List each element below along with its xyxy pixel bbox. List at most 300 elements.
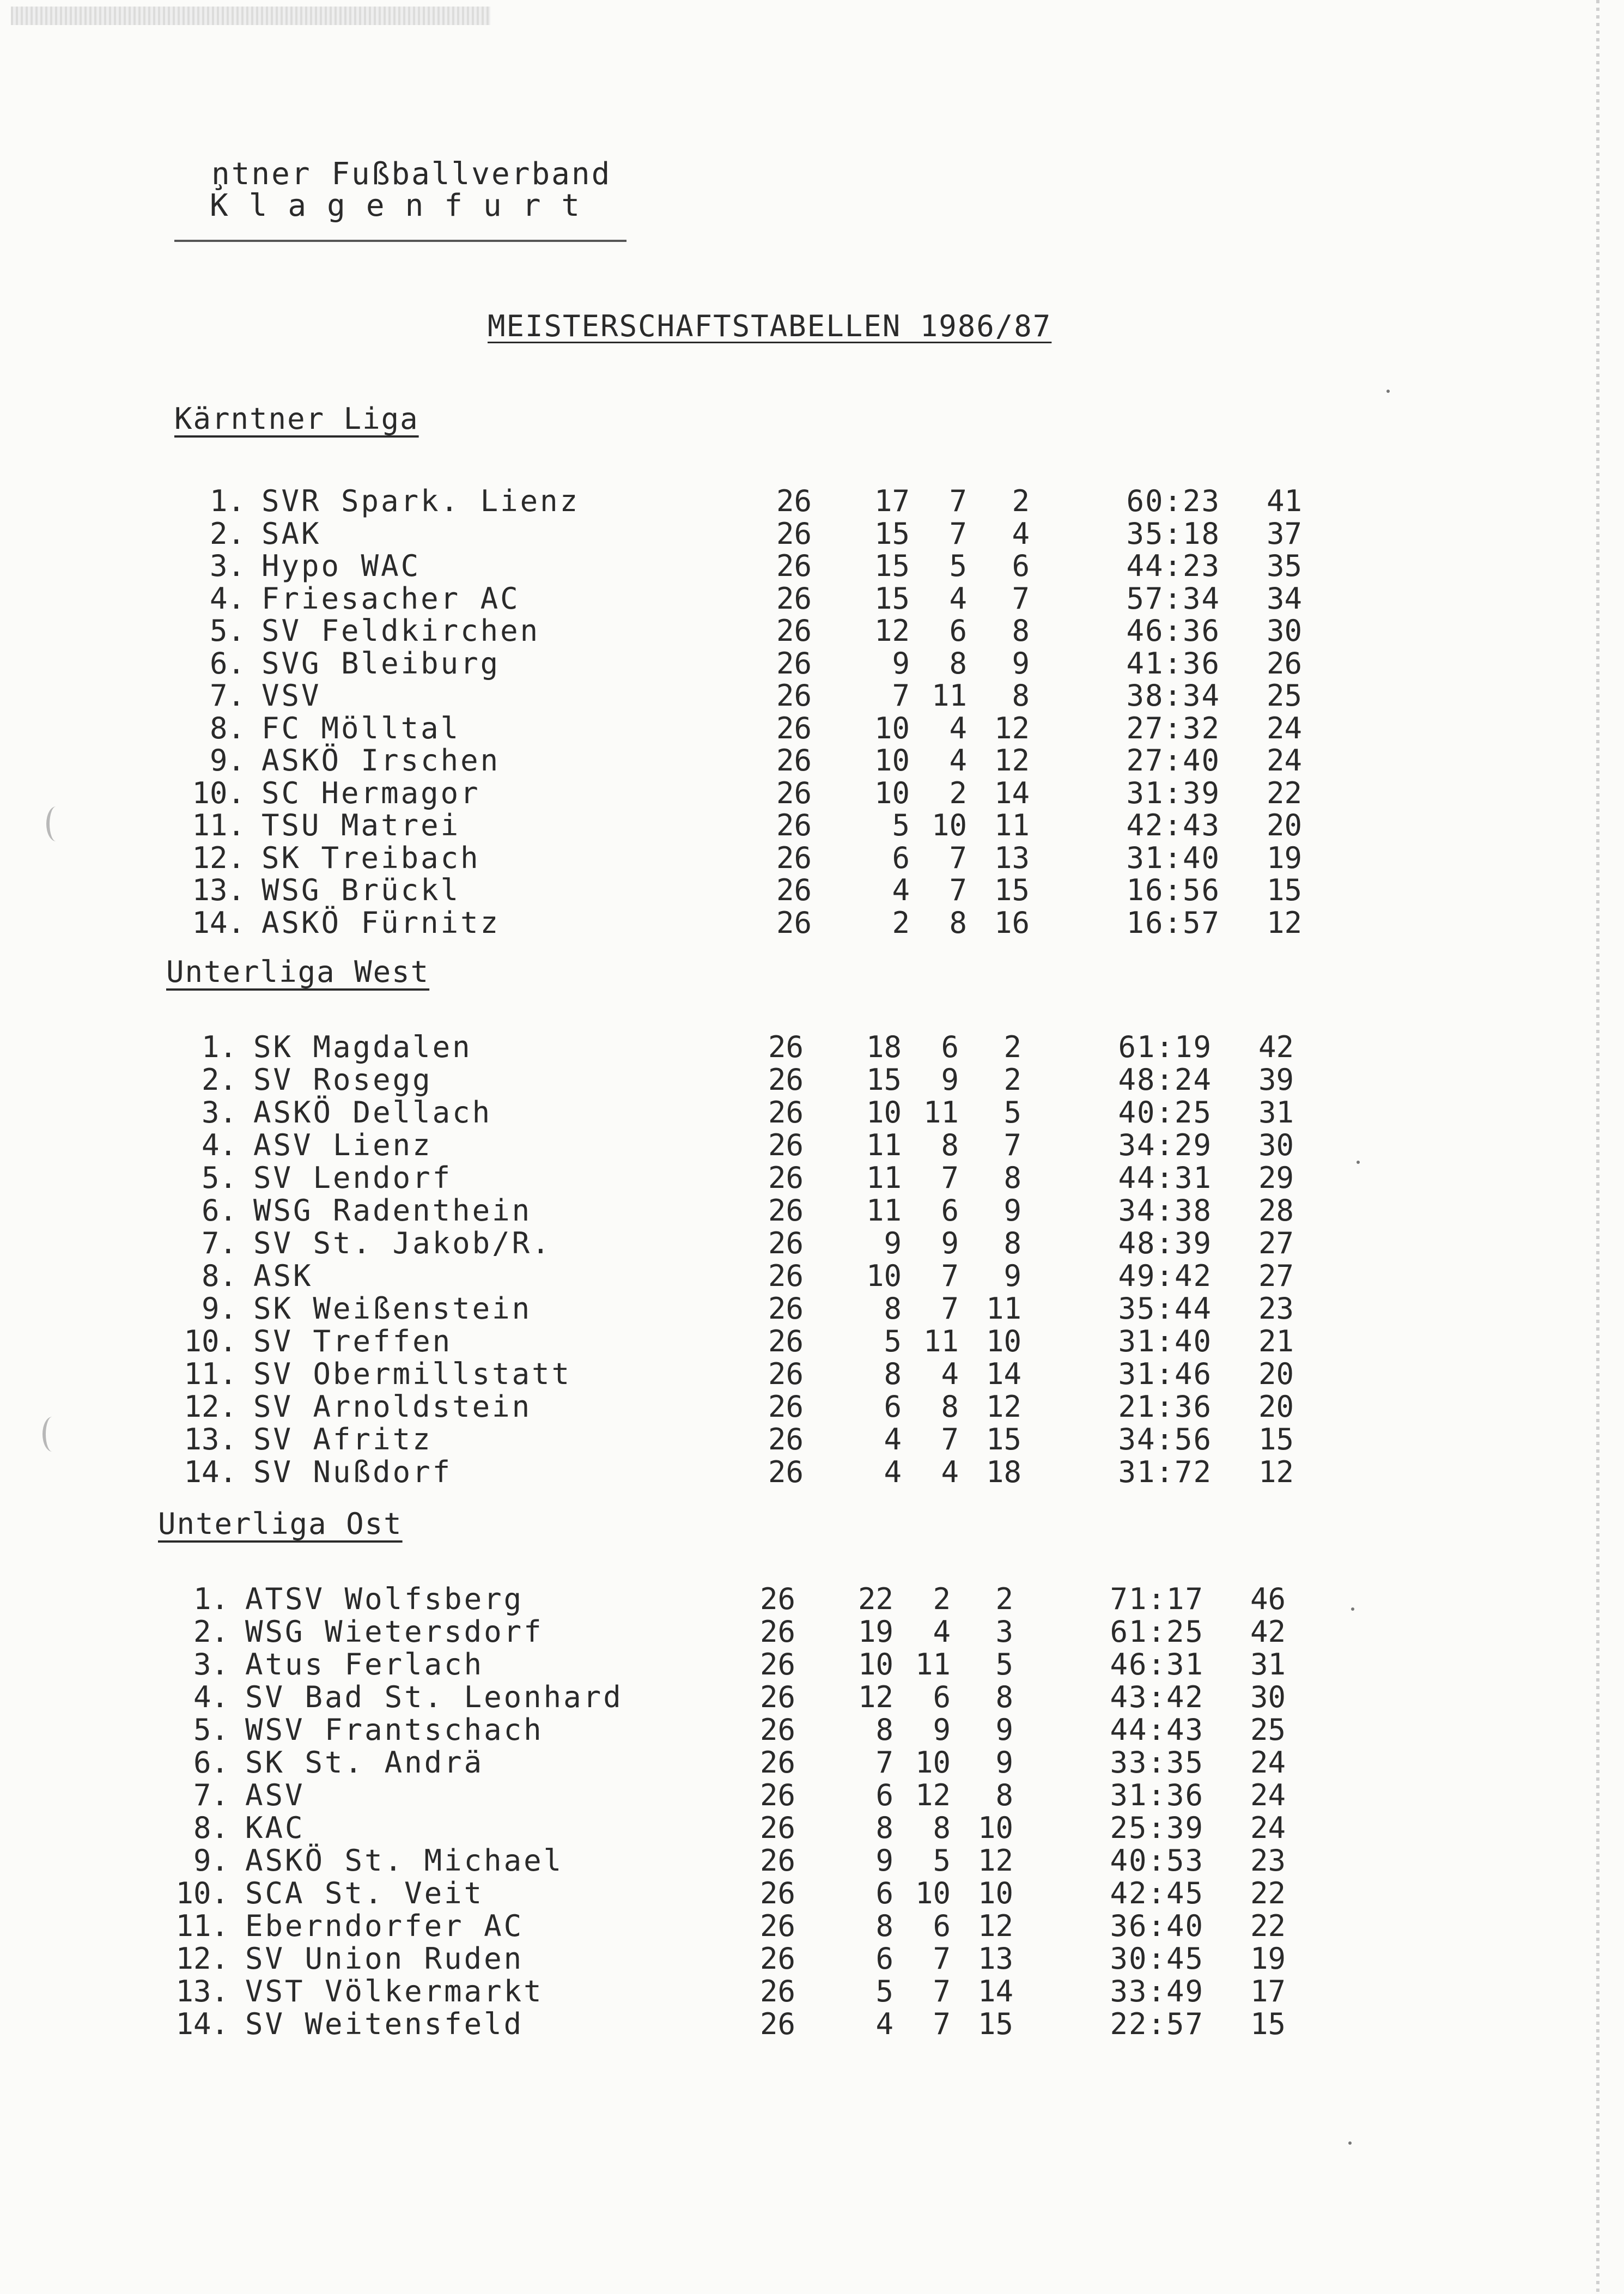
won-cell: 15: [866, 1063, 902, 1097]
played-cell: 26: [776, 484, 812, 518]
drawn-cell: 11: [931, 678, 967, 713]
points-cell: 27: [1258, 1226, 1294, 1260]
points-cell: 21: [1258, 1324, 1294, 1358]
lost-cell: 8: [1003, 1161, 1021, 1195]
played-cell: 26: [759, 2007, 795, 2041]
team-cell: SK Magdalen: [253, 1030, 472, 1064]
played-cell: 26: [768, 1063, 804, 1097]
goals-cell: 16:57: [1126, 905, 1220, 940]
played-cell: 26: [759, 1745, 795, 1780]
played-cell: 26: [768, 1226, 804, 1260]
played-cell: 26: [759, 1876, 795, 1910]
rank-cell: 12.: [192, 840, 245, 875]
points-cell: 37: [1266, 516, 1302, 551]
lost-cell: 10: [986, 1324, 1021, 1358]
goals-cell: 34:29: [1118, 1128, 1212, 1162]
drawn-cell: 5: [949, 549, 967, 583]
drawn-cell: 8: [949, 646, 967, 681]
goals-cell: 44:23: [1126, 549, 1220, 583]
lost-cell: 7: [1003, 1128, 1021, 1162]
played-cell: 26: [776, 646, 812, 681]
rank-cell: 7.: [209, 678, 245, 713]
team-cell: SV Lendorf: [253, 1161, 453, 1195]
points-cell: 15: [1250, 2007, 1286, 2041]
goals-cell: 31:40: [1126, 840, 1220, 875]
points-cell: 19: [1250, 1941, 1286, 1976]
won-cell: 5: [892, 808, 910, 842]
team-cell: SV Arnoldstein: [253, 1389, 532, 1424]
drawn-cell: 10: [915, 1876, 951, 1910]
points-cell: 25: [1250, 1713, 1286, 1747]
team-cell: VST Völkermarkt: [245, 1974, 544, 2008]
league-title: Unterliga Ost: [158, 1507, 403, 1541]
won-cell: 8: [875, 1909, 893, 1943]
drawn-cell: 6: [941, 1030, 959, 1064]
drawn-cell: 8: [949, 905, 967, 940]
won-cell: 19: [857, 1615, 893, 1649]
goals-cell: 16:56: [1126, 873, 1220, 907]
lost-cell: 8: [1012, 678, 1030, 713]
goals-cell: 44:43: [1110, 1713, 1204, 1747]
points-cell: 24: [1266, 743, 1302, 778]
rank-cell: 6.: [201, 1193, 237, 1228]
scan-speck: [1348, 2141, 1352, 2145]
drawn-cell: 11: [923, 1095, 959, 1130]
drawn-cell: 12: [915, 1778, 951, 1812]
played-cell: 26: [759, 1941, 795, 1976]
played-cell: 26: [776, 840, 812, 875]
rank-cell: 7.: [201, 1226, 237, 1260]
team-cell: FC Mölltal: [261, 711, 461, 745]
rank-cell: 11.: [175, 1909, 229, 1943]
team-cell: ASK: [253, 1259, 313, 1293]
goals-cell: 35:18: [1126, 516, 1220, 551]
goals-cell: 25:39: [1110, 1811, 1204, 1845]
drawn-cell: 9: [941, 1063, 959, 1097]
team-cell: WSG Wietersdorf: [245, 1615, 544, 1649]
lost-cell: 16: [994, 905, 1030, 940]
won-cell: 4: [884, 1422, 902, 1456]
rank-cell: 2.: [209, 516, 245, 551]
won-cell: 7: [875, 1745, 893, 1780]
drawn-cell: 9: [941, 1226, 959, 1260]
played-cell: 26: [768, 1324, 804, 1358]
lost-cell: 9: [1003, 1259, 1021, 1293]
played-cell: 26: [759, 1615, 795, 1649]
drawn-cell: 7: [933, 1941, 951, 1976]
drawn-cell: 8: [941, 1389, 959, 1424]
team-cell: Eberndorfer AC: [245, 1909, 524, 1943]
rank-cell: 10.: [184, 1324, 237, 1358]
points-cell: 19: [1266, 840, 1302, 875]
goals-cell: 34:38: [1118, 1193, 1212, 1228]
team-cell: SK St. Andrä: [245, 1745, 484, 1780]
goals-cell: 61:25: [1110, 1615, 1204, 1649]
points-cell: 46: [1250, 1582, 1286, 1616]
rank-cell: 10.: [192, 775, 245, 810]
played-cell: 26: [776, 808, 812, 842]
goals-cell: 22:57: [1110, 2007, 1204, 2041]
drawn-cell: 9: [933, 1713, 951, 1747]
team-cell: SV Union Ruden: [245, 1941, 524, 1976]
goals-cell: 27:32: [1126, 711, 1220, 745]
won-cell: 8: [875, 1713, 893, 1747]
team-cell: KAC: [245, 1811, 305, 1845]
points-cell: 22: [1250, 1876, 1286, 1910]
won-cell: 8: [884, 1357, 902, 1391]
points-cell: 42: [1250, 1615, 1286, 1649]
drawn-cell: 5: [933, 1843, 951, 1878]
drawn-cell: 7: [941, 1422, 959, 1456]
drawn-cell: 4: [949, 743, 967, 778]
lost-cell: 15: [977, 2007, 1013, 2041]
goals-cell: 41:36: [1126, 646, 1220, 681]
played-cell: 26: [768, 1291, 804, 1326]
played-cell: 26: [759, 1713, 795, 1747]
team-cell: SVG Bleiburg: [261, 646, 501, 681]
won-cell: 4: [875, 2007, 893, 2041]
points-cell: 39: [1258, 1063, 1294, 1097]
goals-cell: 42:45: [1110, 1876, 1204, 1910]
team-cell: WSG Radenthein: [253, 1193, 532, 1228]
goals-cell: 46:31: [1110, 1647, 1204, 1682]
played-cell: 26: [776, 711, 812, 745]
organization-name: ̧ntner Fußballverband: [210, 156, 612, 192]
won-cell: 10: [874, 711, 910, 745]
lost-cell: 8: [995, 1680, 1013, 1714]
team-cell: ASKÖ Irschen: [261, 743, 501, 778]
lost-cell: 14: [986, 1357, 1021, 1391]
won-cell: 6: [892, 840, 910, 875]
rank-cell: 14.: [184, 1455, 237, 1489]
goals-cell: 57:34: [1126, 581, 1220, 616]
rank-cell: 8.: [201, 1259, 237, 1293]
team-cell: ASV Lienz: [253, 1128, 433, 1162]
won-cell: 10: [866, 1095, 902, 1130]
won-cell: 9: [875, 1843, 893, 1878]
played-cell: 26: [776, 516, 812, 551]
team-cell: WSG Brückl: [261, 873, 461, 907]
played-cell: 26: [776, 678, 812, 713]
points-cell: 31: [1250, 1647, 1286, 1682]
goals-cell: 60:23: [1126, 484, 1220, 518]
goals-cell: 38:34: [1126, 678, 1220, 713]
goals-cell: 31:39: [1126, 775, 1220, 810]
lost-cell: 11: [986, 1291, 1021, 1326]
won-cell: 10: [857, 1647, 893, 1682]
team-cell: SK Weißenstein: [253, 1291, 532, 1326]
rank-cell: 8.: [193, 1811, 229, 1845]
lost-cell: 6: [1012, 549, 1030, 583]
goals-cell: 31:36: [1110, 1778, 1204, 1812]
lost-cell: 11: [994, 808, 1030, 842]
team-cell: SV Treffen: [253, 1324, 453, 1358]
team-cell: SV Rosegg: [253, 1063, 433, 1097]
points-cell: 23: [1250, 1843, 1286, 1878]
goals-cell: 27:40: [1126, 743, 1220, 778]
rank-cell: 3.: [193, 1647, 229, 1682]
goals-cell: 43:42: [1110, 1680, 1204, 1714]
drawn-cell: 6: [933, 1909, 951, 1943]
drawn-cell: 4: [933, 1615, 951, 1649]
team-cell: WSV Frantschach: [245, 1713, 544, 1747]
drawn-cell: 6: [933, 1680, 951, 1714]
points-cell: 31: [1258, 1095, 1294, 1130]
played-cell: 26: [759, 1778, 795, 1812]
rank-cell: 14.: [175, 2007, 229, 2041]
team-cell: SV Feldkirchen: [261, 614, 540, 648]
rank-cell: 3.: [201, 1095, 237, 1130]
won-cell: 11: [866, 1193, 902, 1228]
team-cell: SCA St. Veit: [245, 1876, 484, 1910]
won-cell: 9: [892, 646, 910, 681]
won-cell: 6: [875, 1876, 893, 1910]
rank-cell: 13.: [184, 1422, 237, 1456]
team-cell: ASKÖ St. Michael: [245, 1843, 564, 1878]
points-cell: 22: [1266, 775, 1302, 810]
rank-cell: 1.: [209, 484, 245, 518]
lost-cell: 2: [1003, 1063, 1021, 1097]
league-title: Kärntner Liga: [174, 402, 419, 436]
played-cell: 26: [776, 549, 812, 583]
won-cell: 8: [884, 1291, 902, 1326]
points-cell: 30: [1258, 1128, 1294, 1162]
goals-cell: 61:19: [1118, 1030, 1212, 1064]
points-cell: 23: [1258, 1291, 1294, 1326]
won-cell: 15: [874, 581, 910, 616]
rank-cell: 13.: [175, 1974, 229, 2008]
played-cell: 26: [759, 1909, 795, 1943]
points-cell: 24: [1250, 1778, 1286, 1812]
won-cell: 15: [874, 549, 910, 583]
team-cell: ASV: [245, 1778, 305, 1812]
points-cell: 15: [1266, 873, 1302, 907]
team-cell: ASKÖ Fürnitz: [261, 905, 501, 940]
team-cell: Atus Ferlach: [245, 1647, 484, 1682]
goals-cell: 46:36: [1126, 614, 1220, 648]
points-cell: 17: [1250, 1974, 1286, 2008]
lost-cell: 9: [1012, 646, 1030, 681]
won-cell: 8: [875, 1811, 893, 1845]
drawn-cell: 10: [915, 1745, 951, 1780]
played-cell: 26: [759, 1974, 795, 2008]
lost-cell: 2: [1012, 484, 1030, 518]
won-cell: 11: [866, 1128, 902, 1162]
points-cell: 24: [1250, 1745, 1286, 1780]
points-cell: 35: [1266, 549, 1302, 583]
played-cell: 26: [776, 743, 812, 778]
drawn-cell: 7: [949, 484, 967, 518]
points-cell: 26: [1266, 646, 1302, 681]
rank-cell: 12.: [184, 1389, 237, 1424]
won-cell: 6: [875, 1778, 893, 1812]
goals-cell: 44:31: [1118, 1161, 1212, 1195]
lost-cell: 12: [986, 1389, 1021, 1424]
lost-cell: 8: [1012, 614, 1030, 648]
lost-cell: 14: [994, 775, 1030, 810]
team-cell: SV Weitensfeld: [245, 2007, 524, 2041]
won-cell: 9: [884, 1226, 902, 1260]
lost-cell: 13: [977, 1941, 1013, 1976]
drawn-cell: 2: [949, 775, 967, 810]
rank-cell: 8.: [209, 711, 245, 745]
lost-cell: 10: [977, 1876, 1013, 1910]
goals-cell: 35:44: [1118, 1291, 1212, 1326]
goals-cell: 30:45: [1110, 1941, 1204, 1976]
points-cell: 15: [1258, 1422, 1294, 1456]
punch-hole-mark: [46, 806, 66, 841]
team-cell: SVR Spark. Lienz: [261, 484, 580, 518]
points-cell: 22: [1250, 1909, 1286, 1943]
scan-speck: [1357, 1161, 1360, 1164]
played-cell: 26: [759, 1843, 795, 1878]
team-cell: SV St. Jakob/R.: [253, 1226, 552, 1260]
drawn-cell: 7: [949, 840, 967, 875]
won-cell: 15: [874, 516, 910, 551]
lost-cell: 5: [1003, 1095, 1021, 1130]
played-cell: 26: [768, 1389, 804, 1424]
goals-cell: 40:53: [1110, 1843, 1204, 1878]
lost-cell: 9: [995, 1713, 1013, 1747]
won-cell: 17: [874, 484, 910, 518]
points-cell: 28: [1258, 1193, 1294, 1228]
lost-cell: 8: [1003, 1226, 1021, 1260]
rank-cell: 11.: [184, 1357, 237, 1391]
played-cell: 26: [768, 1357, 804, 1391]
drawn-cell: 7: [949, 873, 967, 907]
points-cell: 20: [1258, 1357, 1294, 1391]
won-cell: 10: [866, 1259, 902, 1293]
lost-cell: 9: [1003, 1193, 1021, 1228]
rank-cell: 5.: [201, 1161, 237, 1195]
drawn-cell: 4: [949, 711, 967, 745]
drawn-cell: 7: [933, 2007, 951, 2041]
points-cell: 20: [1266, 808, 1302, 842]
played-cell: 26: [768, 1030, 804, 1064]
team-cell: SC Hermagor: [261, 775, 480, 810]
goals-cell: 21:36: [1118, 1389, 1212, 1424]
drawn-cell: 7: [933, 1974, 951, 2008]
rank-cell: 5.: [193, 1713, 229, 1747]
lost-cell: 15: [986, 1422, 1021, 1456]
points-cell: 34: [1266, 581, 1302, 616]
lost-cell: 12: [977, 1909, 1013, 1943]
played-cell: 26: [776, 873, 812, 907]
drawn-cell: 11: [923, 1324, 959, 1358]
points-cell: 30: [1266, 614, 1302, 648]
scan-speck: [1351, 1607, 1354, 1611]
drawn-cell: 11: [915, 1647, 951, 1682]
points-cell: 24: [1250, 1811, 1286, 1845]
rank-cell: 1.: [193, 1582, 229, 1616]
played-cell: 26: [759, 1811, 795, 1845]
drawn-cell: 7: [941, 1259, 959, 1293]
points-cell: 29: [1258, 1161, 1294, 1195]
rank-cell: 11.: [192, 808, 245, 842]
lost-cell: 12: [994, 711, 1030, 745]
goals-cell: 49:42: [1118, 1259, 1212, 1293]
won-cell: 10: [874, 775, 910, 810]
rank-cell: 4.: [201, 1128, 237, 1162]
team-cell: SK Treibach: [261, 840, 480, 875]
team-cell: SV Nußdorf: [253, 1455, 453, 1489]
played-cell: 26: [759, 1647, 795, 1682]
rank-cell: 2.: [193, 1615, 229, 1649]
played-cell: 26: [759, 1680, 795, 1714]
played-cell: 26: [768, 1455, 804, 1489]
rank-cell: 10.: [175, 1876, 229, 1910]
won-cell: 7: [892, 678, 910, 713]
lost-cell: 2: [995, 1582, 1013, 1616]
team-cell: SV Obermillstatt: [253, 1357, 572, 1391]
scan-edge: [1596, 0, 1599, 2294]
won-cell: 12: [874, 614, 910, 648]
rank-cell: 9.: [193, 1843, 229, 1878]
goals-cell: 33:49: [1110, 1974, 1204, 2008]
drawn-cell: 10: [931, 808, 967, 842]
drawn-cell: 4: [949, 581, 967, 616]
league-title: Unterliga West: [166, 955, 430, 989]
lost-cell: 12: [977, 1843, 1013, 1878]
team-cell: TSU Matrei: [261, 808, 461, 842]
points-cell: 25: [1266, 678, 1302, 713]
played-cell: 26: [759, 1582, 795, 1616]
points-cell: 42: [1258, 1030, 1294, 1064]
played-cell: 26: [768, 1095, 804, 1130]
won-cell: 4: [892, 873, 910, 907]
played-cell: 26: [768, 1259, 804, 1293]
lost-cell: 13: [994, 840, 1030, 875]
points-cell: 12: [1258, 1455, 1294, 1489]
drawn-cell: 4: [941, 1357, 959, 1391]
goals-cell: 34:56: [1118, 1422, 1212, 1456]
goals-cell: 40:25: [1118, 1095, 1212, 1130]
won-cell: 5: [884, 1324, 902, 1358]
goals-cell: 48:39: [1118, 1226, 1212, 1260]
team-cell: ATSV Wolfsberg: [245, 1582, 524, 1616]
goals-cell: 31:46: [1118, 1357, 1212, 1391]
team-cell: ASKÖ Dellach: [253, 1095, 492, 1130]
team-cell: Friesacher AC: [261, 581, 520, 616]
drawn-cell: 7: [941, 1291, 959, 1326]
points-cell: 30: [1250, 1680, 1286, 1714]
won-cell: 6: [884, 1389, 902, 1424]
scan-speck: [1386, 390, 1390, 393]
lost-cell: 8: [995, 1778, 1013, 1812]
goals-cell: 31:72: [1118, 1455, 1212, 1489]
played-cell: 26: [768, 1128, 804, 1162]
played-cell: 26: [768, 1193, 804, 1228]
rank-cell: 6.: [193, 1745, 229, 1780]
lost-cell: 12: [994, 743, 1030, 778]
team-cell: SAK: [261, 516, 321, 551]
team-cell: SV Bad St. Leonhard: [245, 1680, 623, 1714]
header-rule: [174, 240, 627, 242]
rank-cell: 4.: [209, 581, 245, 616]
scan-artifact-strip: [11, 7, 490, 25]
drawn-cell: 8: [933, 1811, 951, 1845]
lost-cell: 14: [977, 1974, 1013, 2008]
team-cell: SV Afritz: [253, 1422, 433, 1456]
rank-cell: 9.: [201, 1291, 237, 1326]
won-cell: 2: [892, 905, 910, 940]
goals-cell: 33:35: [1110, 1745, 1204, 1780]
played-cell: 26: [768, 1422, 804, 1456]
drawn-cell: 6: [949, 614, 967, 648]
won-cell: 6: [875, 1941, 893, 1976]
lost-cell: 3: [995, 1615, 1013, 1649]
drawn-cell: 4: [941, 1455, 959, 1489]
